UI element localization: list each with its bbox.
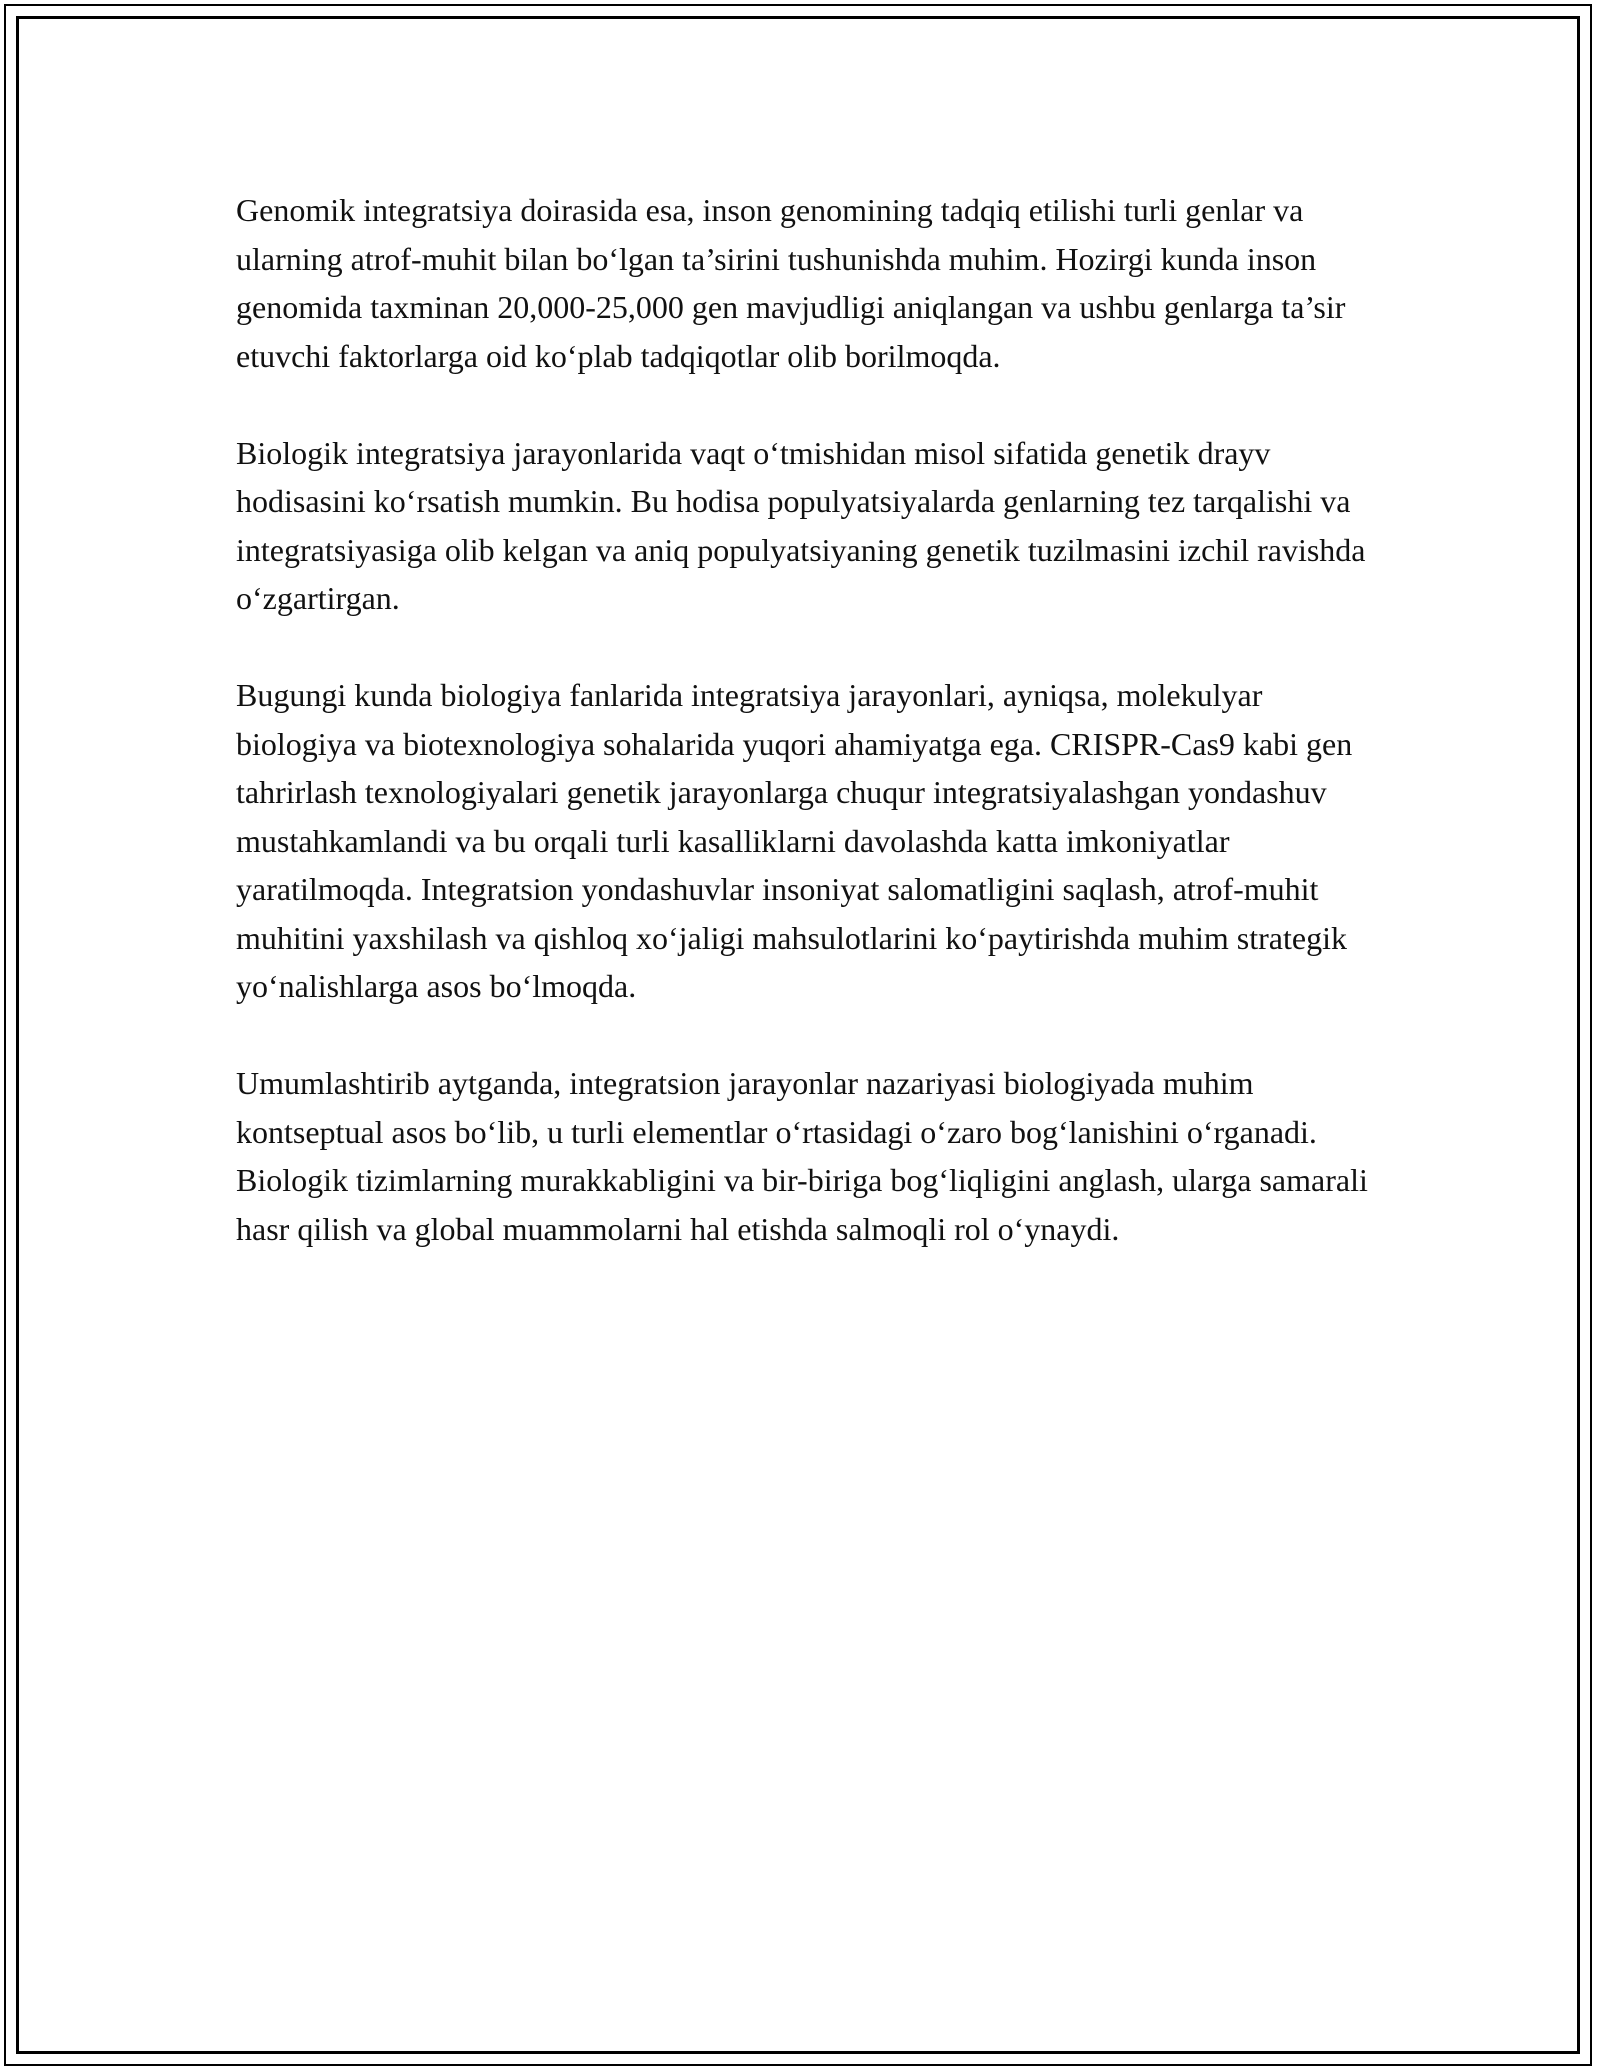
document-body: [236, 186, 1376, 1302]
paragraph-genomic-integration: Genomik integratsiya doirasida esa, inson genomining tadqiq etilishi turli genlar va ularning atrof-muhit bilan bo‘lgan ta’sirini tushunishda muhim. Hozirgi kunda inson genomida taxminan 20,000-25,000 gen mavjudligi aniqlangan va ushbu genlarga ta’sir etuvchi faktorlarga oid ko‘plab tadqiqotlar olib borilmoqda.: [236, 192, 1346, 374]
paragraph-modern-biology: Bugungi kunda biologiya fanlarida integratsiya jarayonlari, ayniqsa, molekulyar biologiya va biotexnologiya sohalarida yuqori ahamiyatga ega. CRISPR-Cas9 kabi gen tahrirlash texnologiyalari genetik jarayonlarga chuqur integratsiyalashgan yondashuv mustahkamlandi va bu orqali turli kasalliklarni davolashda katta imkoniyatlar yaratilmoqda. Integratsion yondashuvlar insoniyat salomatligini saqlash, atrof-muhit muhitini yaxshilash va qishloq xo‘jaligi mahsulotlarini ko‘paytirishda muhim strategik yo‘nalishlarga asos bo‘lmoqda.: [236, 677, 1353, 1004]
paragraph-summary: Umumlashtirib aytganda, integratsion jarayonlar nazariyasi biologiyada muhim kontseptual asos bo‘lib, u turli elementlar o‘rtasidagi o‘zaro bog‘lanishini o‘rganadi. Biologik tizimlarning murakkabligini va bir-biriga bog‘liqligini anglash, ularga samarali hasr qilish va global muammolarni hal etishda salmoqli rol o‘ynaydi.: [236, 1065, 1368, 1247]
paragraph-biological-integration: Biologik integratsiya jarayonlarida vaqt o‘tmishidan misol sifatida genetik drayv hodisasini ko‘rsatish mumkin. Bu hodisa populyatsiyalarda genlarning tez tarqalishi va integratsiyasiga olib kelgan va aniq populyatsiyaning genetik tuzilmasini izchil ravishda o‘zgartirgan.: [236, 434, 1366, 616]
